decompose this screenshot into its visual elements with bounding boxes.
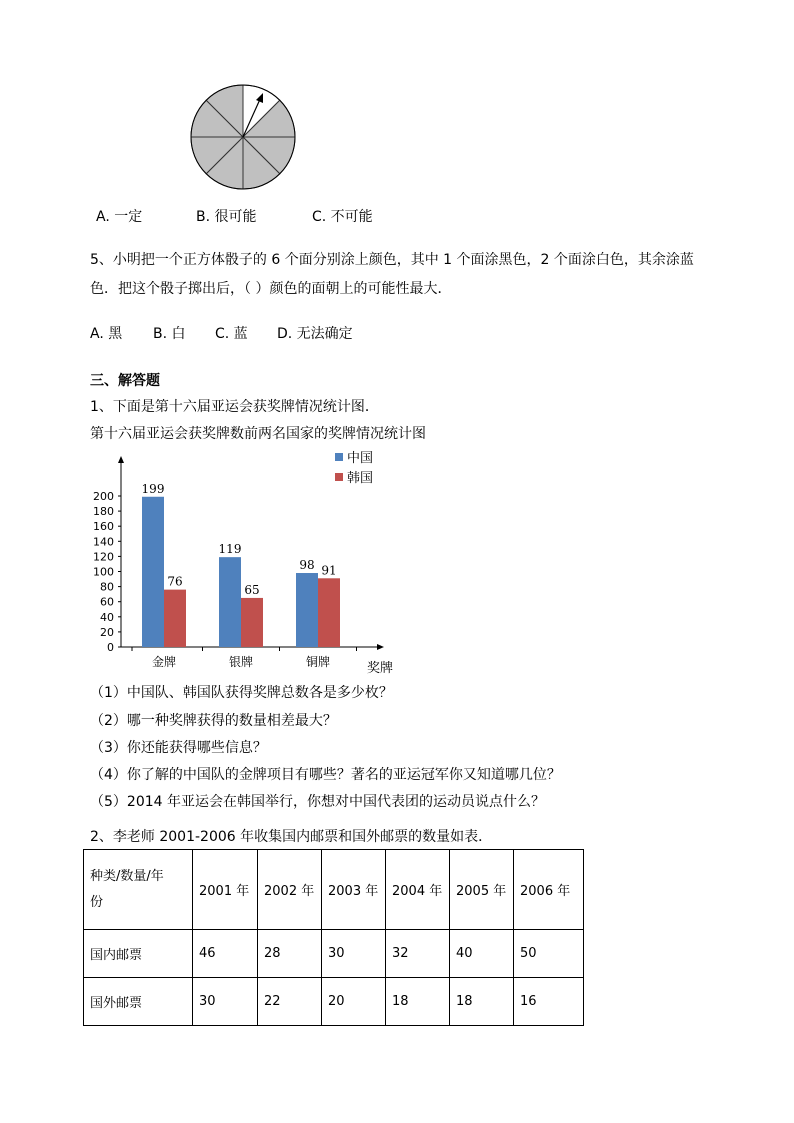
header-label-line2: 份 [90,894,104,910]
table-header-label [84,850,193,930]
bar [318,578,340,647]
table-cell: 18 [450,978,514,1026]
y-axis-arrow-icon [118,456,124,463]
y-tick-label: 100 [93,565,114,579]
q1-intro: 1、下面是第十六届亚运会获奖牌情况统计图． [90,399,379,415]
table-cell: 46 [193,930,258,978]
y-tick-label: 40 [100,610,114,624]
bar [241,598,263,647]
medal-bar-chart [84,448,404,678]
x-tick-label: 银牌 [228,655,254,669]
bar [219,557,241,647]
table-cell: 22 [258,978,322,1026]
table-header-year: 2002 年 [258,850,322,930]
q5-option-b: B. 白 [153,326,186,342]
chart-y-ticks [93,490,121,654]
y-tick-label: 200 [93,490,114,503]
data-label: 119 [218,542,242,557]
y-tick-label: 20 [100,625,114,639]
y-tick-label: 60 [100,595,114,609]
table-cell: 28 [258,930,322,978]
table-cell: 18 [386,978,450,1026]
section-title: 三、解答题 [90,373,160,389]
x-tick-label: 铜牌 [305,655,331,669]
q5-line2: 色．把这个骰子掷出后，（ ）颜色的面朝上的可能性最大． [90,281,452,297]
q5-option-a: A. 黑 [90,326,123,342]
table-header-year: 2001 年 [193,850,258,930]
q4-option-b: B. 很可能 [196,209,257,225]
row-label-foreign: 国外邮票 [84,978,193,1026]
header-label-line1: 种类/数量/年 [90,868,164,884]
q2-intro: 2、李老师 2001-2006 年收集国内邮票和国外邮票的数量如表． [90,829,493,845]
data-label: 65 [244,582,260,597]
data-label: 76 [167,574,183,589]
table-header-row [84,850,584,930]
row-label-domestic: 国内邮票 [84,930,193,978]
question-3: （3）你还能获得哪些信息？ [90,740,267,756]
question-1: （1）中国队、韩国队获得奖牌总数各是多少枚？ [90,685,393,701]
y-tick-label: 80 [100,580,114,594]
table-row [84,930,584,978]
chart-x-ticks [132,647,393,676]
table-cell: 40 [450,930,514,978]
legend-swatch [335,453,343,461]
question-4: （4）你了解的中国队的金牌项目有哪些？著名的亚运冠军你又知道哪几位？ [90,767,561,783]
y-tick-label: 120 [93,550,114,564]
x-axis-arrow-icon [377,644,384,650]
table-cell: 30 [322,930,386,978]
table-header-year: 2003 年 [322,850,386,930]
x-axis-label: 奖牌 [367,661,394,676]
table-header-year: 2004 年 [386,850,450,930]
bar [142,497,164,647]
bar [296,573,318,647]
stamp-table [83,849,584,1026]
question-5: （5）2014 年亚运会在韩国举行，你想对中国代表团的运动员说点什么？ [90,794,545,810]
table-cell: 16 [514,978,584,1026]
spinner-wheel [190,84,300,194]
x-tick-label: 金牌 [151,655,177,669]
table-cell: 20 [322,978,386,1026]
table-header-year: 2005 年 [450,850,514,930]
y-tick-label: 180 [93,505,114,519]
q5-option-d: D. 无法确定 [277,326,353,342]
q4-option-a: A. 一定 [96,209,143,225]
q4-option-c: C. 不可能 [312,209,373,225]
data-label: 91 [321,563,337,578]
table-cell: 32 [386,930,450,978]
legend-label: 韩国 [347,471,374,486]
y-tick-label: 160 [93,520,114,534]
chart-title: 第十六届亚运会获奖牌数前两名国家的奖牌情况统计图 [90,426,426,442]
y-tick-label: 140 [93,535,114,549]
data-label: 199 [141,481,165,496]
q5-line1: 5、小明把一个正方体骰子的 6 个面分别涂上颜色，其中 1 个面涂黑色，2 个面涂白色，其余涂蓝 [90,252,694,268]
y-tick-label: 0 [107,641,114,654]
legend-swatch [335,473,343,481]
bar [164,590,186,647]
question-2: （2）哪一种奖牌获得的数量相差最大？ [90,713,337,729]
table-cell: 50 [514,930,584,978]
table-header-year: 2006 年 [514,850,584,930]
table-cell: 30 [193,978,258,1026]
chart-legend [335,450,373,486]
table-row [84,978,584,1026]
legend-label: 中国 [347,451,374,466]
q5-option-c: C. 蓝 [215,326,248,342]
data-label: 98 [299,558,315,573]
